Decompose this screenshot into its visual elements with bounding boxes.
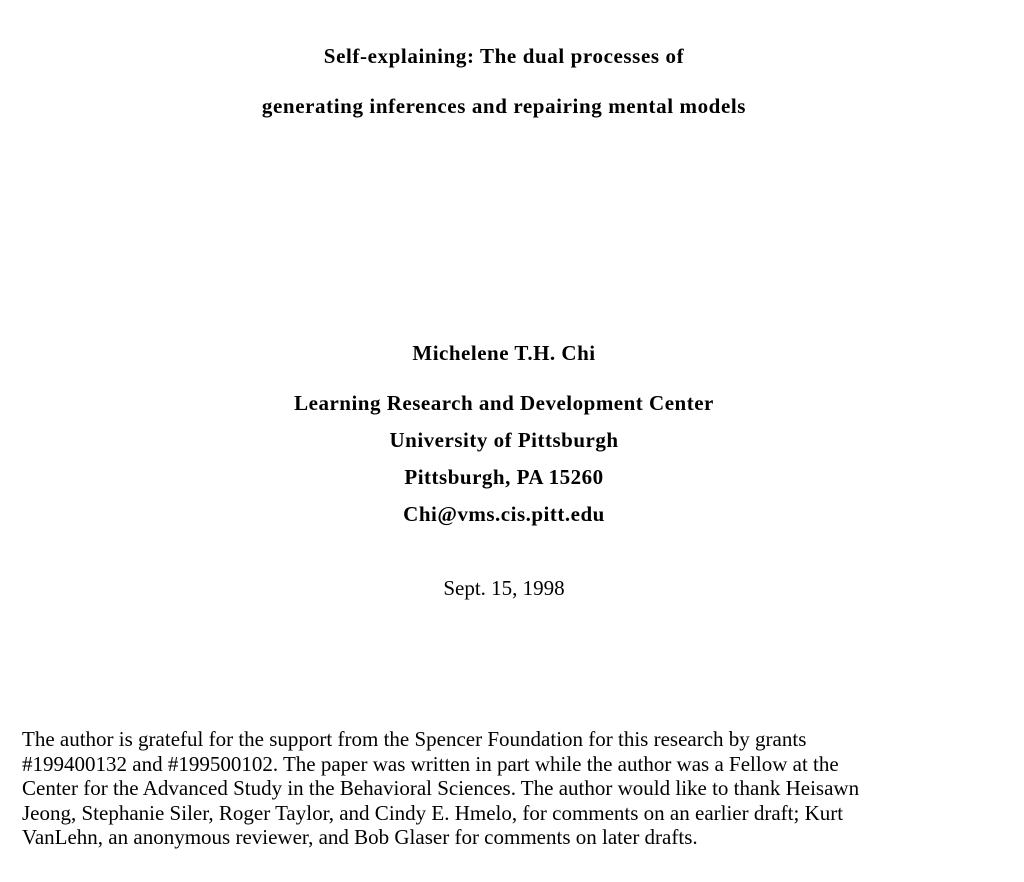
author-address: Pittsburgh, PA 15260 — [404, 465, 604, 489]
author-university: University of Pittsburgh — [389, 428, 619, 452]
author-affiliation: Learning Research and Development Center — [294, 391, 714, 415]
author-name: Michelene T.H. Chi — [412, 341, 596, 365]
acknowledgment-line: #199400132 and #199500102. The paper was written in part while the author was a Fellow at the — [22, 751, 839, 776]
acknowledgment-line: Jeong, Stephanie Siler, Roger Taylor, and Cindy E. Hmelo, for comments on an earlier draft; Kurt — [22, 800, 844, 825]
acknowledgment-line: VanLehn, an anonymous reviewer, and Bob Glaser for comments on later drafts. — [22, 825, 698, 849]
acknowledgment-paragraph — [22, 727, 997, 850]
author-email: Chi@vms.cis.pitt.edu — [403, 502, 605, 526]
title-line-2: generating inferences and repairing mental models — [261, 94, 747, 118]
title-line-1: Self-explaining: The dual processes of — [323, 44, 685, 68]
acknowledgment-line: Center for the Advanced Study in the Behavioral Sciences. The author would like to thank Heisawn — [22, 776, 860, 800]
acknowledgment-line: The author is grateful for the support from the Spencer Foundation for this research by grants — [22, 727, 807, 751]
paper-date: Sept. 15, 1998 — [443, 576, 565, 600]
